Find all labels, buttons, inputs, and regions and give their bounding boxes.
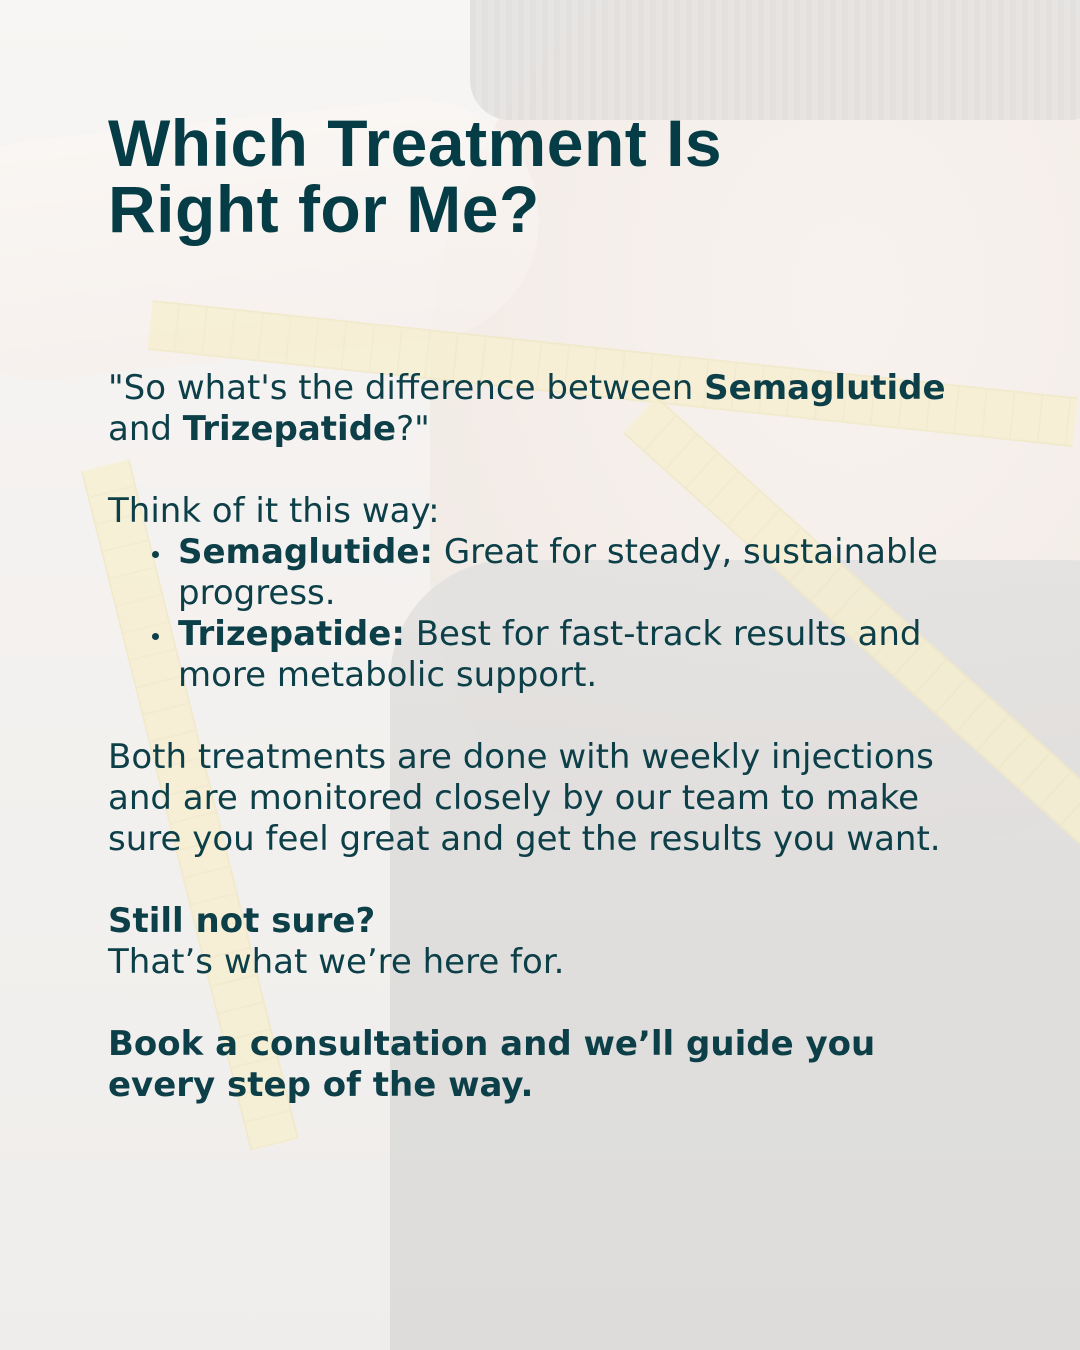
bullet-text: Great for steady, sustainable progress. bbox=[178, 532, 938, 613]
difference-question bbox=[108, 368, 988, 450]
question-open: "So what's the difference between bbox=[108, 368, 705, 408]
treatment-list bbox=[108, 532, 988, 696]
content-block bbox=[108, 106, 988, 1106]
intro-text: Think of it this way: bbox=[108, 491, 440, 531]
trizepatide-label: Trizepatide bbox=[182, 409, 397, 449]
title-line-2: Right for Me? bbox=[108, 172, 540, 246]
bullet-label: Trizepatide: bbox=[178, 614, 405, 654]
both-treatments-text: Both treatments are done with weekly injections and are monitored closely by our team to make sure you feel great and get the results you want. bbox=[108, 737, 941, 859]
title-line-1: Which Treatment Is bbox=[108, 106, 723, 180]
question-close: ?" bbox=[396, 409, 430, 449]
bullet-label: Semaglutide: bbox=[178, 532, 434, 572]
list-item bbox=[178, 532, 988, 614]
book-consultation-cta: Book a consultation and we’ll guide you every step of the way. bbox=[108, 1024, 876, 1105]
still-not-sure-text: That’s what we’re here for. bbox=[108, 942, 565, 982]
bullet-text: Best for fast-track results and more metabolic support. bbox=[178, 614, 922, 695]
semaglutide-label: Semaglutide bbox=[704, 368, 946, 408]
list-item bbox=[178, 614, 988, 696]
page-title bbox=[108, 106, 988, 246]
question-middle: and bbox=[108, 409, 183, 449]
still-not-sure-heading: Still not sure? bbox=[108, 901, 376, 941]
